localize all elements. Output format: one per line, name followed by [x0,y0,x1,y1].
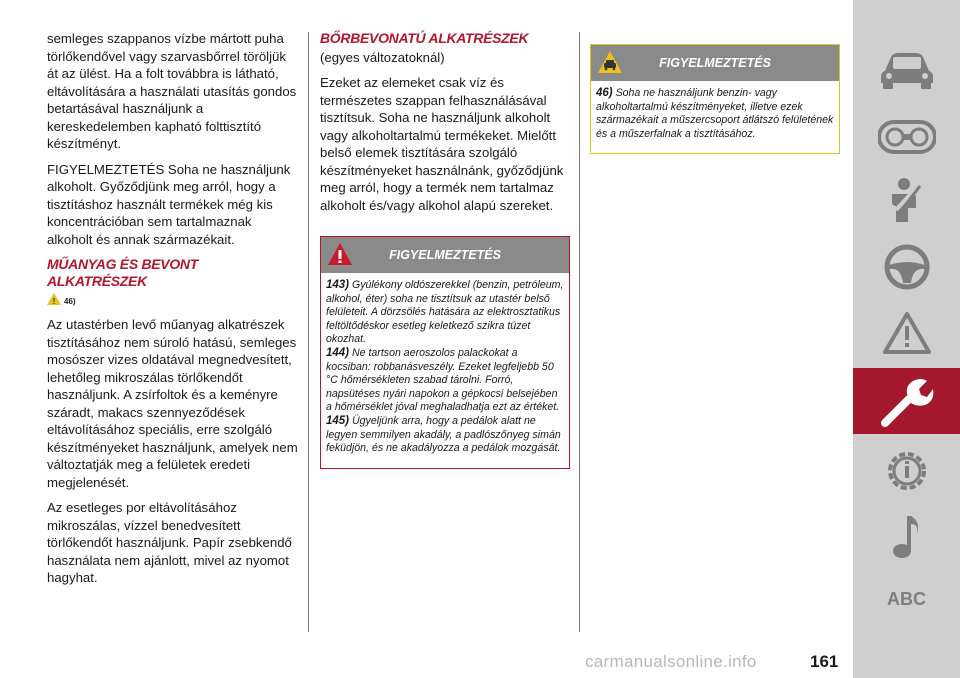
seatbelt-person-icon[interactable] [853,170,960,232]
warning-item [326,279,564,347]
paragraph: Az esetleges por eltávolításához mikroszálas, vízzel benedvesített törlőkendőt használjunk. Papír zsebkendő használata nem ajánlott, mivel az nyomot hagyhat. [47,500,292,585]
chapter-sidebar [853,0,960,678]
warning-box-header [321,237,569,273]
warning-number: 144) [326,346,350,359]
car-caution-icon [597,50,623,79]
dashboard-gauges-icon[interactable] [853,106,960,168]
column-divider [308,32,309,632]
middle-column [320,30,570,469]
warning-box-title: FIGYELMEZTETÉS [659,56,771,70]
steering-wheel-icon[interactable] [853,236,960,298]
warning-text: Gyúlékony oldószerekkel (benzin, petróleum, alkohol, éter) soha ne tisztítsuk az utastér belső felületeit. A dörzsölés hatására az elektrosztatikus feltöltődéskor esetleg keletkező szikra tüzet okozhat. [326,279,564,346]
warning-box-body [591,81,839,153]
warning-triangle-small-icon [47,292,61,310]
watermark: carmanualsonline.info [585,652,757,671]
warning-triangle-icon[interactable] [853,302,960,364]
warning-text: Ne tartson aeroszolos palackokat a kocsiban: robbanásveszély. Ezeket legfeljebb 50 °C hőmérsékleten szabad tárolni. Forró, napsütéses nyári napokon a gépkocsi belsejében a hőmérséklet jóval meghaladhatja ezt az értéket. [326,346,560,414]
warning-box-title: FIGYELMEZTETÉS [389,248,501,262]
warning-text: Soha ne használjunk benzin- vagy alkoholtartalmú készítményeket, illetve ezek származékait a műszercsoport átlátszó felületének és a műszerfalnak a tisztításához. [596,87,834,140]
warning-number: 143) [326,279,350,291]
warning-item [596,87,834,141]
page-number: 161 [810,652,839,671]
gear-info-icon[interactable] [853,440,960,502]
reference-number: 46) [64,296,76,306]
right-column [590,44,840,154]
warning-reference [47,292,299,310]
warning-box-body [321,273,569,468]
abc-index-label[interactable]: ABC [887,588,926,609]
car-icon[interactable] [853,38,960,100]
section-title-leather: BŐRBEVONATÚ ALKATRÉSZEK [320,30,529,46]
paragraph: semleges szappanos vízbe mártott puha törlőkendővel vagy szarvasbőrrel töröljük át az ülést. Ha a folt továbbra is látható, eltávolítására a használati utasítás gondos betartásával használjunk a kereskedelemben kapható folttisztító készítményt. [47,31,297,151]
paragraph: Ezeket az elemeket csak víz és természetes szappan felhasználásával tisztítsuk. Soha ne használjunk alkoholt vagy alkoholtartalmú termékeket. Mielőtt belső elemek tisztítására szolgáló készítményeket használnánk, győződjünk meg arról, hogy a termék nem tartalmaz alkoholt és/vagy alkohol alapú szereket. [320,75,564,213]
warning-number: 46) [596,87,613,99]
warning-item [326,347,564,415]
paragraph: FIGYELMEZTETÉS Soha ne használjunk alkoholt. Győződjünk meg arról, hogy a tisztításhoz használt termékek még kis koncentrációban sem tartalmaznak alkoholt és annak származékait. [47,161,291,247]
music-note-icon[interactable] [853,506,960,568]
wrench-icon[interactable] [853,368,960,434]
warning-box-caution [590,44,840,154]
warning-text: Ügyeljünk arra, hogy a pedálok alatt ne legyen semmilyen akadály, a padlószőnyeg simán feküdjön, és ne akadályozza a pedálok mozgását. [326,414,561,455]
warning-item [326,415,564,456]
column-divider [579,32,580,632]
section-title-plastic: MŰANYAG ÉS BEVONT ALKATRÉSZEK [47,256,198,289]
paragraph: Az utastérben levő műanyag alkatrészek tisztításához nem súroló hatású, semleges mosószer vizes oldatával megnedvesített, lehetőleg mikroszálas törlőkendőt használjunk. A zsírfoltok és a keményre száradt, makacs szennyeződések eltávolításához speciális, erre szolgáló készítményeket használjunk, amelyek nem változtatják meg a felületek eredeti megjelenését. [47,317,298,490]
left-column [47,30,299,595]
svg-text:!: ! [52,297,56,305]
warning-box-danger [320,236,570,469]
warning-box-header [591,45,839,81]
danger-triangle-icon [327,242,353,271]
section-subtitle: (egyes változatoknál) [320,50,445,65]
warning-number: 145) [326,414,350,427]
